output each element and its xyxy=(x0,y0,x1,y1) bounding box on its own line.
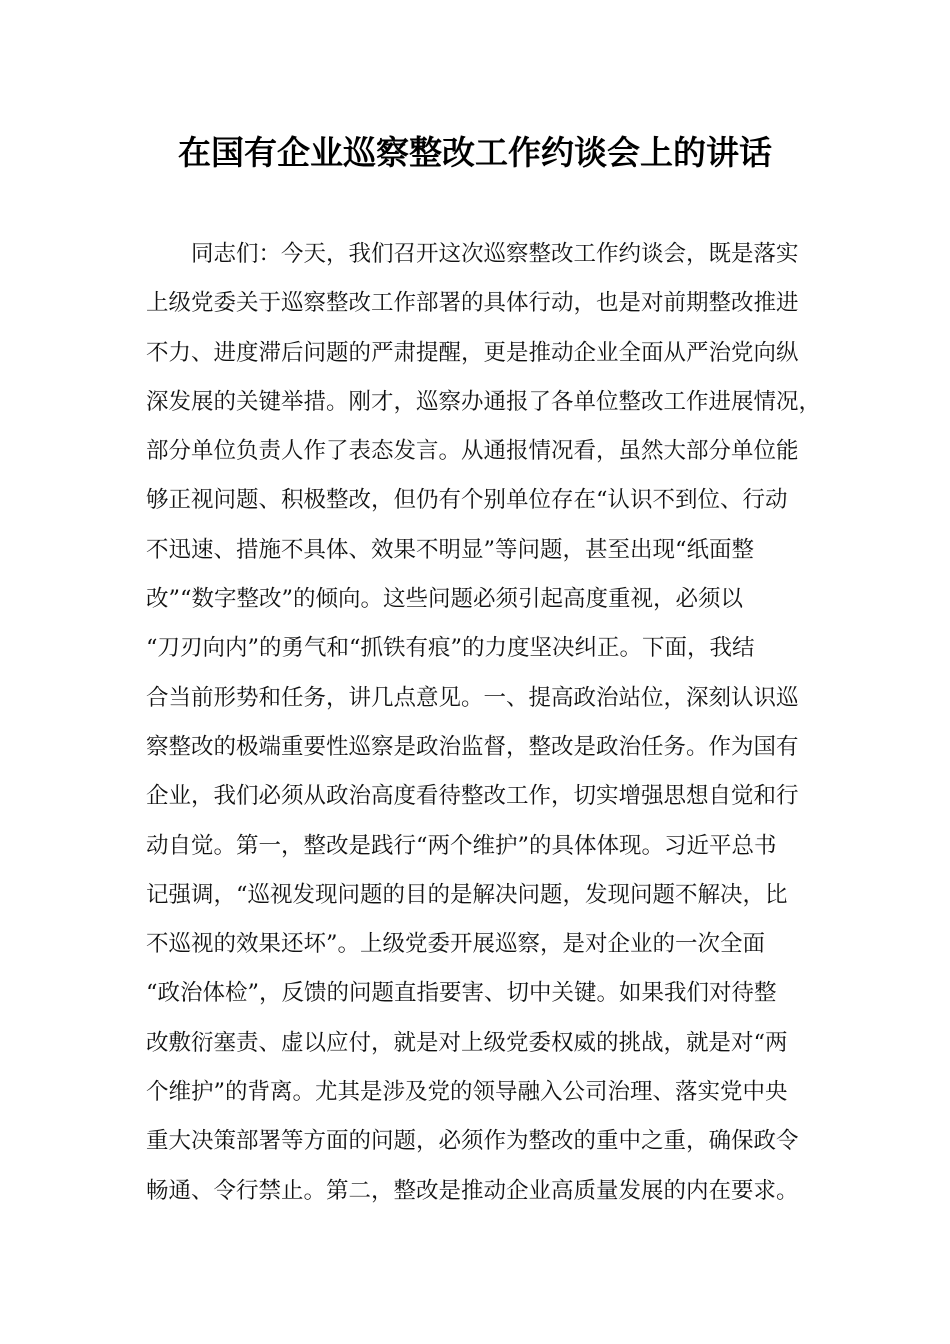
body-line: 记强调，“巡视发现问题的目的是解决问题，发现问题不解决，比 xyxy=(146,881,788,908)
body-line: 改敷衍塞责、虚以应付，就是对上级党委权威的挑战，就是对“两 xyxy=(146,1029,788,1056)
body-line: 个维护”的背离。尤其是涉及党的领导融入公司治理、落实党中央 xyxy=(146,1079,788,1106)
body-line: 合当前形势和任务，讲几点意见。一、提高政治站位，深刻认识巡 xyxy=(146,684,799,711)
body-line: 够正视问题、积极整改，但仍有个别单位存在“认识不到位、行动 xyxy=(146,487,788,514)
body-line: “刀刃向内”的勇气和“抓铁有痕”的力度坚决纠正。下面，我结 xyxy=(146,635,755,662)
body-line: 部分单位负责人作了表态发言。从通报情况看，虽然大部分单位能 xyxy=(146,438,799,465)
body-line: 重大决策部署等方面的问题，必须作为整改的重中之重，确保政令 xyxy=(146,1128,799,1155)
body-line: 同志们：今天，我们召开这次巡察整改工作约谈会，既是落实 xyxy=(191,241,799,267)
body-line: 不力、进度滞后问题的严肃提醒，更是推动企业全面从严治党向纵 xyxy=(146,339,799,366)
body-line: 不迅速、措施不具体、效果不明显”等问题，甚至出现“纸面整 xyxy=(146,536,755,563)
body-line: 企业，我们必须从政治高度看待整改工作，切实增强思想自觉和行 xyxy=(146,783,799,810)
body-line: 深发展的关键举措。刚才，巡察办通报了各单位整改工作进展情况， xyxy=(146,388,822,415)
body-line: “政治体检”，反馈的问题直指要害、切中关键。如果我们对待整 xyxy=(146,980,777,1007)
body-line: 察整改的极端重要性巡察是政治监督，整改是政治任务。作为国有 xyxy=(146,733,799,760)
body-line: 上级党委关于巡察整改工作部署的具体行动，也是对前期整改推进 xyxy=(146,290,799,317)
body-line: 畅通、令行禁止。第二，整改是推动企业高质量发展的内在要求。 xyxy=(146,1177,799,1204)
body-line: 不巡视的效果还坏”。上级党委开展巡察，是对企业的一次全面 xyxy=(146,931,766,958)
document-body xyxy=(146,230,826,1216)
document-title: 在国有企业巡察整改工作约谈会上的讲话 xyxy=(178,133,772,172)
body-line: 动自觉。第一，整改是践行“两个维护”的具体体现。习近平总书 xyxy=(146,832,777,859)
body-line: 改”“数字整改”的倾向。这些问题必须引起高度重视，必须以 xyxy=(146,586,744,613)
